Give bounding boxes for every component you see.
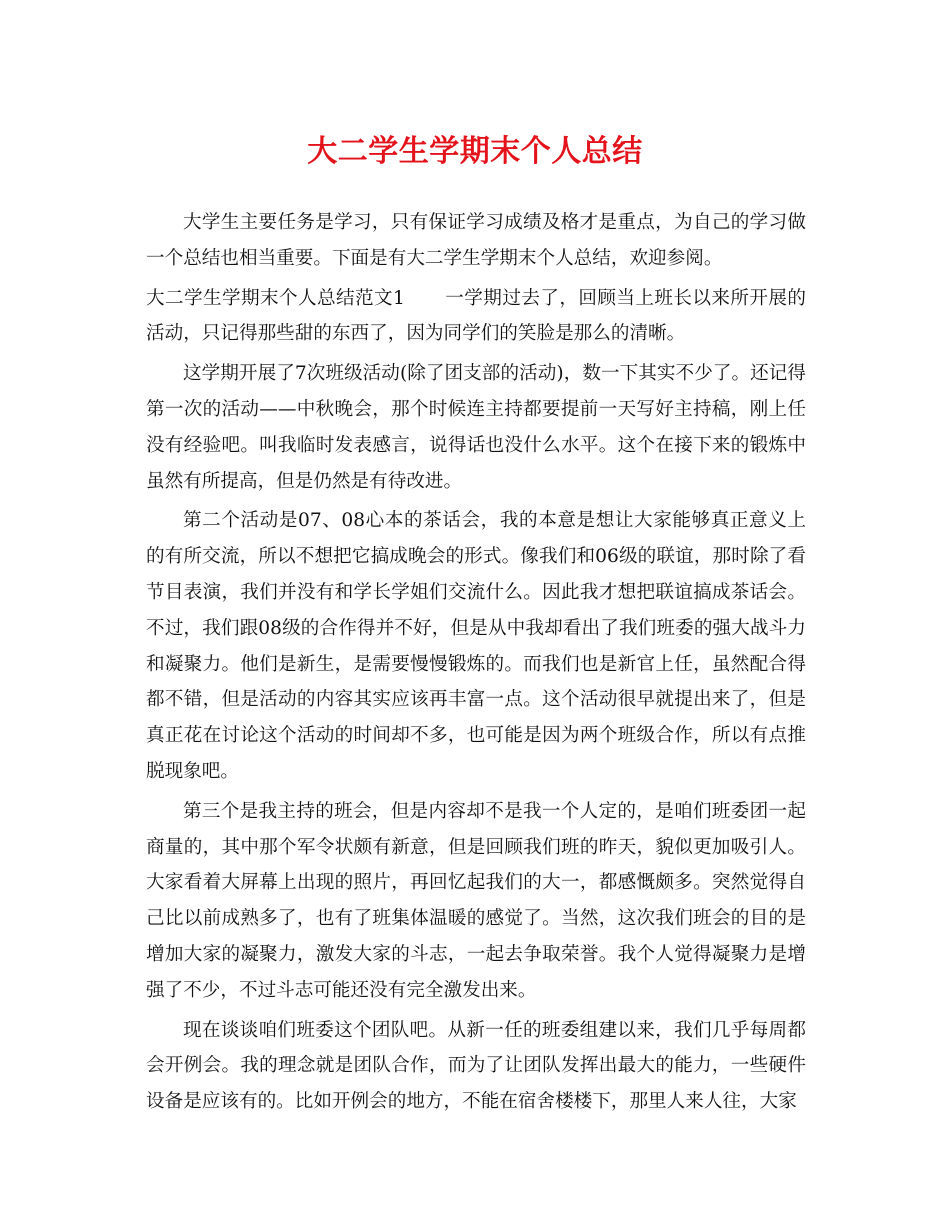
paragraph-3: 第三个是我主持的班会，但是内容却不是我一个人定的，是咱们班委团一起商量的，其中那个军令状颇有新意，但是回顾我们班的昨天，貌似更加吸引人。大家看着大屏幕上出现的照片，再回忆起我们的大一，都感慨颇多。突然觉得自己比以前成熟多了，也有了班集体温暖的感觉了。当然，这次我们班会的目的是增加大家的凝聚力，激发大家的斗志，一起去争取荣誉。我个人觉得凝聚力是增强了不少，不过斗志可能还没有完全激发出来。 <box>146 800 806 1001</box>
paragraph-intro: 大学生主要任务是学习，只有保证学习成绩及格才是重点，为自己的学习做一个总结也相当重要。下面是有大二学生学期末个人总结，欢迎参阅。 <box>146 212 806 269</box>
document-title: 大二学生学期末个人总结 <box>307 134 643 169</box>
document-body <box>146 205 806 1124</box>
paragraph-1: 这学期开展了7次班级活动(除了团支部的活动)，数一下其实不少了。还记得第一次的活动——中秋晚会，那个时候连主持都要提前一天写好主持稿，刚上任没有经验吧。叫我临时发表感言，说得话也没什么水平。这个在接下来的锻炼中虽然有所提高，但是仍然是有待改进。 <box>146 363 806 492</box>
paragraph-2: 第二个活动是07、08心本的茶话会，我的本意是想让大家能够真正意义上的有所交流，所以不想把它搞成晚会的形式。像我们和06级的联谊，那时除了看节目表演，我们并没有和学长学姐们交流什么。因此我才想把联谊搞成茶话会。不过，我们跟08级的合作得并不好，但是从中我却看出了我们班委的强大战斗力和凝聚力。他们是新生，是需要慢慢锻炼的。而我们也是新官上任，虽然配合得都不错，但是活动的内容其实应该再丰富一点。这个活动很早就提出来了，但是真正花在讨论这个活动的时间却不多，也可能是因为两个班级合作，所以有点推脱现象吧。 <box>146 510 806 782</box>
sample-heading-label: 大二学生学期末个人总结范文1 <box>146 287 405 309</box>
sample-heading-text: 一学期过去了，回顾当上班长以来所开展的活动，只记得那些甜的东西了，因为同学们的笑脸是那么的清晰。 <box>146 287 806 345</box>
paragraph-4: 现在谈谈咱们班委这个团队吧。从新一任的班委组建以来，我们几乎每周都会开例会。我的理念就是团队合作，而为了让团队发挥出最大的能力，一些硬件设备是应该有的。比如开例会的地方，不能在宿舍楼楼下，那里人来人往，大家 <box>146 1019 806 1113</box>
paragraph-sample-heading <box>146 281 806 353</box>
